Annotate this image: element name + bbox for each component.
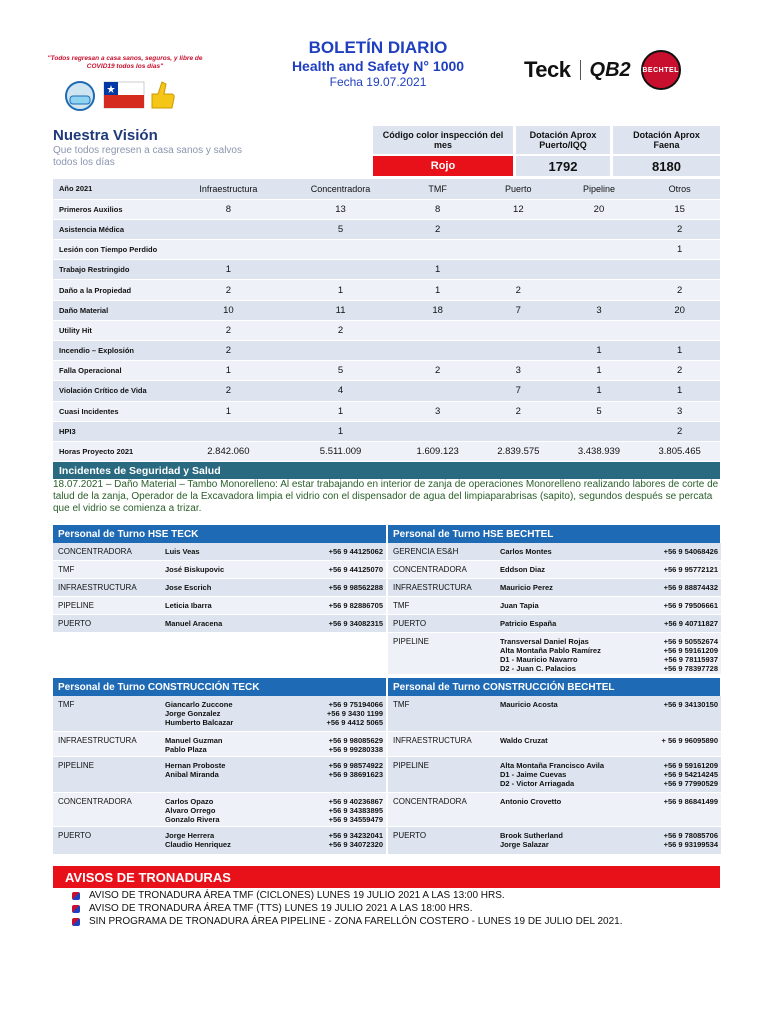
stats-row: [53, 260, 720, 280]
staff-area: GERENCIA ES&H: [393, 547, 459, 556]
hse-bechtel-title: Personal de Turno HSE BECHTEL: [388, 525, 720, 543]
stats-cell: 1: [397, 260, 478, 280]
staff-area: CONCENTRADORA: [393, 565, 467, 574]
staff-area: INFRAESTRUCTURA: [393, 583, 472, 592]
staff-name: Patricio España: [500, 619, 557, 628]
staff-phone: +56 9 98085629 +56 9 99280338: [328, 736, 383, 754]
staff-area: CONCENTRADORA: [393, 797, 467, 806]
stats-row: [53, 199, 720, 219]
staff-phone: +56 9 82886705: [328, 601, 383, 610]
stats-cell: 1: [559, 381, 640, 401]
staff-row: [53, 597, 386, 615]
stats-cell: [397, 240, 478, 260]
staff-name: Hernan Proboste Anibal Miranda: [165, 761, 226, 779]
staff-row: [53, 561, 386, 579]
stats-row-label: Violación Crítico de Vida: [53, 381, 173, 401]
stats-cell: Concentradora: [284, 179, 398, 199]
stats-cell: 5.511.009: [284, 441, 398, 461]
staff-phone: +56 9 40236867 +56 9 34383895 +56 9 34559479: [328, 797, 383, 824]
staff-name: Antonio Crovetto: [500, 797, 562, 806]
stats-cell: 13: [284, 199, 398, 219]
stats-cell: 20: [639, 300, 720, 320]
staff-name: Transversal Daniel Rojas Alta Montaña Pablo Ramírez D1 - Mauricio Navarro D2 - Juan C. Palacios: [500, 637, 601, 673]
stats-cell: Puerto: [478, 179, 559, 199]
staff-area: PUERTO: [393, 619, 427, 628]
stats-cell: 2: [173, 320, 284, 340]
bechtel-logo: BECHTEL: [641, 50, 681, 90]
stats-row-label: Daño a la Propiedad: [53, 280, 173, 300]
staff-row: [53, 757, 386, 793]
stats-cell: [397, 381, 478, 401]
aviso-item: [72, 916, 623, 927]
stats-cell: [173, 421, 284, 441]
staff-area: INFRAESTRUCTURA: [58, 583, 137, 592]
stats-row: [53, 401, 720, 421]
staff-row: [53, 543, 386, 561]
stats-cell: 3.805.465: [639, 441, 720, 461]
aviso-text: AVISO DE TRONADURA ÁREA TMF (CICLONES) LUNES 19 JULIO 2021 A LAS 13:00 HRS.: [89, 890, 505, 901]
stats-row-label: Horas Proyecto 2021: [53, 441, 173, 461]
bulletin-subtitle: Health and Safety N° 1000: [291, 58, 465, 74]
stats-cell: 15: [639, 199, 720, 219]
stats-cell: 1: [639, 381, 720, 401]
staff-phone: +56 9 54068426: [663, 547, 718, 556]
stats-row-label: Trabajo Restringido: [53, 260, 173, 280]
staff-area: PUERTO: [393, 831, 427, 840]
staff-row: [388, 633, 721, 675]
stats-cell: [559, 320, 640, 340]
staff-row: [53, 696, 386, 732]
staff-row: [388, 793, 721, 827]
stats-cell: 1: [284, 280, 398, 300]
staff-name: Carlos Montes: [500, 547, 552, 556]
stats-cell: 2: [478, 401, 559, 421]
stats-cell: 1: [397, 280, 478, 300]
stats-row: [53, 219, 720, 239]
const-teck-title: Personal de Turno CONSTRUCCIÓN TECK: [53, 678, 386, 696]
stats-row-label: Utility Hit: [53, 320, 173, 340]
stats-cell: 2: [639, 421, 720, 441]
stats-row: [53, 441, 720, 461]
staff-name: José Biskupovic: [165, 565, 225, 574]
staff-name: Jorge Herrera Claudio Henriquez: [165, 831, 231, 849]
staff-phone: +56 9 59161209 +56 9 54214245 +56 9 77990529: [663, 761, 718, 788]
staff-area: PIPELINE: [393, 637, 430, 646]
staff-area: TMF: [393, 700, 410, 709]
stats-cell: [559, 260, 640, 280]
stats-cell: Infraestructura: [173, 179, 284, 199]
aviso-text: AVISO DE TRONADURA ÁREA TMF (TTS) LUNES 19 JULIO 2021 A LAS 18:00 HRS.: [89, 903, 473, 914]
staff-name: Giancarlo Zuccone Jorge Gonzalez Humberto Balcazar: [165, 700, 234, 727]
stats-cell: 8: [397, 199, 478, 219]
stats-cell: 18: [397, 300, 478, 320]
staff-name: Eddson Diaz: [500, 565, 546, 574]
stats-cell: TMF: [397, 179, 478, 199]
staff-area: PIPELINE: [58, 761, 95, 770]
stats-row-label: Incendio – Explosión: [53, 341, 173, 361]
stats-cell: 1.609.123: [397, 441, 478, 461]
stats-cell: 3: [397, 401, 478, 421]
stats-row-label: Lesión con Tiempo Perdido: [53, 240, 173, 260]
const-bechtel-title: Personal de Turno CONSTRUCCIÓN BECHTEL: [388, 678, 720, 696]
stats-cell: 10: [173, 300, 284, 320]
stats-cell: [284, 341, 398, 361]
staff-row: [53, 615, 386, 633]
vision-text: Que todos regresen a casa sanos y salvos todos los días: [53, 145, 242, 168]
stats-cell: [284, 240, 398, 260]
stats-cell: 2.842.060: [173, 441, 284, 461]
stats-cell: [478, 320, 559, 340]
stats-cell: [397, 341, 478, 361]
stats-cell: [173, 240, 284, 260]
dotacion-puerto-label: Dotación Aprox Puerto/IQQ: [516, 126, 610, 154]
hse-teck-title: Personal de Turno HSE TECK: [53, 525, 386, 543]
stats-cell: 2: [173, 341, 284, 361]
stats-row: [53, 240, 720, 260]
staff-row: [53, 732, 386, 757]
stats-cell: [639, 320, 720, 340]
staff-phone: +56 9 88874432: [663, 583, 718, 592]
stats-cell: Pipeline: [559, 179, 640, 199]
stats-row: [53, 300, 720, 320]
dotacion-puerto-value: 1792: [516, 156, 610, 176]
staff-row: [388, 597, 721, 615]
stats-cell: 1: [284, 401, 398, 421]
aviso-item: [72, 890, 505, 901]
stats-row: [53, 280, 720, 300]
staff-row: [53, 579, 386, 597]
staff-name: Manuel Aracena: [165, 619, 223, 628]
dotacion-faena-value: 8180: [613, 156, 720, 176]
staff-phone: +56 9 44125070: [328, 565, 383, 574]
stats-row-label: Falla Operacional: [53, 361, 173, 381]
stats-row: [53, 361, 720, 381]
staff-area: TMF: [58, 700, 75, 709]
stats-row-label: Cuasi Incidentes: [53, 401, 173, 421]
staff-row: [388, 732, 721, 757]
stats-cell: 3.438.939: [559, 441, 640, 461]
incidents-title: Incidentes de Seguridad y Salud: [53, 462, 720, 479]
staff-phone: + 56 9 96095890: [661, 736, 718, 745]
logo-bar: [524, 54, 681, 86]
stats-cell: [478, 421, 559, 441]
staff-name: Alta Montaña Francisco Avila D1 - Jaime Cuevas D2 - Victor Arriagada: [500, 761, 605, 788]
staff-name: Mauricio Perez: [500, 583, 553, 592]
bullet-icon: [72, 918, 80, 926]
staff-phone: +56 9 44125062: [328, 547, 383, 556]
staff-area: CONCENTRADORA: [58, 547, 132, 556]
staff-row: [53, 793, 386, 827]
staff-row: [388, 827, 721, 855]
staff-row: [388, 579, 721, 597]
stats-cell: 3: [478, 361, 559, 381]
staff-phone: +56 9 98574922 +56 9 38691623: [328, 761, 383, 779]
staff-phone: +56 9 34130150: [663, 700, 718, 709]
bulletin-date: Fecha 19.07.2021: [329, 75, 427, 89]
stats-cell: 7: [478, 300, 559, 320]
staff-area: INFRAESTRUCTURA: [58, 736, 137, 745]
stats-row: [53, 421, 720, 441]
staff-name: Mauricio Acosta: [500, 700, 558, 709]
covid-illustration: [60, 78, 180, 114]
staff-phone: +56 9 75194066 +56 9 3430 1199 +56 9 4412 5065: [326, 700, 383, 727]
stats-cell: [559, 421, 640, 441]
stats-cell: 2: [639, 361, 720, 381]
staff-area: PUERTO: [58, 619, 92, 628]
stats-cell: 5: [559, 401, 640, 421]
stats-cell: 2: [639, 219, 720, 239]
stats-cell: [478, 260, 559, 280]
staff-phone: +56 9 95772121: [663, 565, 718, 574]
staff-row: [388, 615, 721, 633]
stats-cell: 11: [284, 300, 398, 320]
dotacion-faena-label: Dotación Aprox Faena: [613, 126, 720, 154]
stats-cell: 1: [559, 341, 640, 361]
stats-cell: Otros: [639, 179, 720, 199]
stats-cell: 2: [397, 361, 478, 381]
teck-logo: Teck: [524, 57, 571, 82]
staff-area: INFRAESTRUCTURA: [393, 736, 472, 745]
staff-row: [388, 543, 721, 561]
stats-cell: 2: [397, 219, 478, 239]
staff-area: PUERTO: [58, 831, 92, 840]
bullet-icon: [72, 905, 80, 913]
stats-cell: 1: [284, 421, 398, 441]
stats-cell: 5: [284, 219, 398, 239]
bullet-icon: [72, 892, 80, 900]
aviso-item: [72, 903, 472, 914]
staff-name: Jose Escrich: [165, 583, 212, 592]
staff-name: Leticia Ibarra: [165, 601, 212, 610]
stats-cell: 2: [639, 280, 720, 300]
stats-cell: [559, 280, 640, 300]
staff-phone: +56 9 98562288: [328, 583, 383, 592]
staff-area: CONCENTRADORA: [58, 797, 132, 806]
staff-area: PIPELINE: [58, 601, 95, 610]
staff-name: Carlos Opazo Alvaro Orrego Gonzalo Rivera: [165, 797, 220, 824]
stats-header-row: [53, 179, 720, 199]
staff-area: PIPELINE: [393, 761, 430, 770]
stats-cell: 3: [639, 401, 720, 421]
qb2-logo: QB2: [589, 58, 631, 81]
stats-row-label: HPI3: [53, 421, 173, 441]
staff-area: TMF: [58, 565, 75, 574]
staff-phone: +56 9 78085706 +56 9 93199534: [663, 831, 718, 849]
stats-cell: 12: [478, 199, 559, 219]
stats-cell: 4: [284, 381, 398, 401]
stats-cell: [397, 320, 478, 340]
stats-cell: 2: [478, 280, 559, 300]
stats-cell: [284, 260, 398, 280]
staff-name: Luis Veas: [165, 547, 200, 556]
stats-cell: [559, 219, 640, 239]
staff-phone: +56 9 50552674 +56 9 59161209 +56 9 78115937 +56 9 78397728: [663, 637, 718, 673]
staff-phone: +56 9 34082315: [328, 619, 383, 628]
stats-cell: 2: [173, 381, 284, 401]
avisos-title: AVISOS DE TRONADURAS: [53, 866, 720, 888]
staff-phone: +56 9 34232041 +56 9 34072320: [328, 831, 383, 849]
stats-cell: [173, 219, 284, 239]
staff-name: Juan Tapia: [500, 601, 539, 610]
logo-divider: [580, 60, 581, 80]
stats-cell: 5: [284, 361, 398, 381]
stats-cell: [478, 219, 559, 239]
staff-phone: +56 9 40711827: [663, 619, 718, 628]
staff-row: [53, 827, 386, 855]
stats-cell: 1: [639, 341, 720, 361]
stats-cell: 1: [173, 401, 284, 421]
stats-cell: 8: [173, 199, 284, 219]
staff-row: [388, 561, 721, 579]
staff-name: Waldo Cruzat: [500, 736, 548, 745]
stats-row: [53, 320, 720, 340]
stats-cell: 2: [173, 280, 284, 300]
staff-phone: +56 9 86841499: [663, 797, 718, 806]
statistics-table: [53, 179, 720, 462]
slogan: "Todos regresan a casa sanos, seguros, y libre de COVID19 todos los días": [47, 55, 203, 70]
stats-row-label: Asistencia Médica: [53, 219, 173, 239]
stats-cell: 20: [559, 199, 640, 219]
vision-title: Nuestra Visión: [53, 127, 158, 144]
staff-name: Manuel Guzman Pablo Plaza: [165, 736, 223, 754]
stats-cell: 1: [639, 240, 720, 260]
color-code-value: Rojo: [373, 156, 513, 176]
bulletin-header: [258, 38, 498, 90]
aviso-text: SIN PROGRAMA DE TRONADURA ÁREA PIPELINE - ZONA FARELLÓN COSTERO - LUNES 19 DE JULIO DEL 2021.: [89, 916, 623, 927]
stats-cell: [397, 421, 478, 441]
stats-cell: 7: [478, 381, 559, 401]
stats-cell: 3: [559, 300, 640, 320]
stats-cell: 1: [173, 361, 284, 381]
stats-row: [53, 341, 720, 361]
stats-row-label: Daño Material: [53, 300, 173, 320]
staff-row: [388, 696, 721, 732]
stats-cell: [559, 240, 640, 260]
staff-phone: +56 9 79506661: [663, 601, 718, 610]
stats-cell: [639, 260, 720, 280]
stats-cell: 1: [173, 260, 284, 280]
stats-cell: 1: [559, 361, 640, 381]
incident-text: 18.07.2021 – Daño Material – Tambo Monorelleno: Al estar trabajando en interior de zanja de operaciones Monorelleno realizando labores de corte de talud de la zanja, Operador de la Excavadora limpia el vidrio con el dispensador de agua del limpiaparabrisas (sapito), segundos después se percata que el vidrio se comienza a trizar.: [53, 479, 719, 514]
stats-cell: [478, 240, 559, 260]
staff-area: TMF: [393, 601, 410, 610]
staff-name: Brook Sutherland Jorge Salazar: [500, 831, 563, 849]
stats-cell: 2.839.575: [478, 441, 559, 461]
stats-row-label: Primeros Auxilios: [53, 199, 173, 219]
stats-row-label: Año 2021: [53, 179, 173, 199]
bulletin-title: BOLETÍN DIARIO: [308, 38, 448, 57]
color-code-label: Código color inspección del mes: [373, 126, 513, 154]
stats-row: [53, 381, 720, 401]
stats-cell: 2: [284, 320, 398, 340]
staff-row: [388, 757, 721, 793]
stats-cell: [478, 341, 559, 361]
